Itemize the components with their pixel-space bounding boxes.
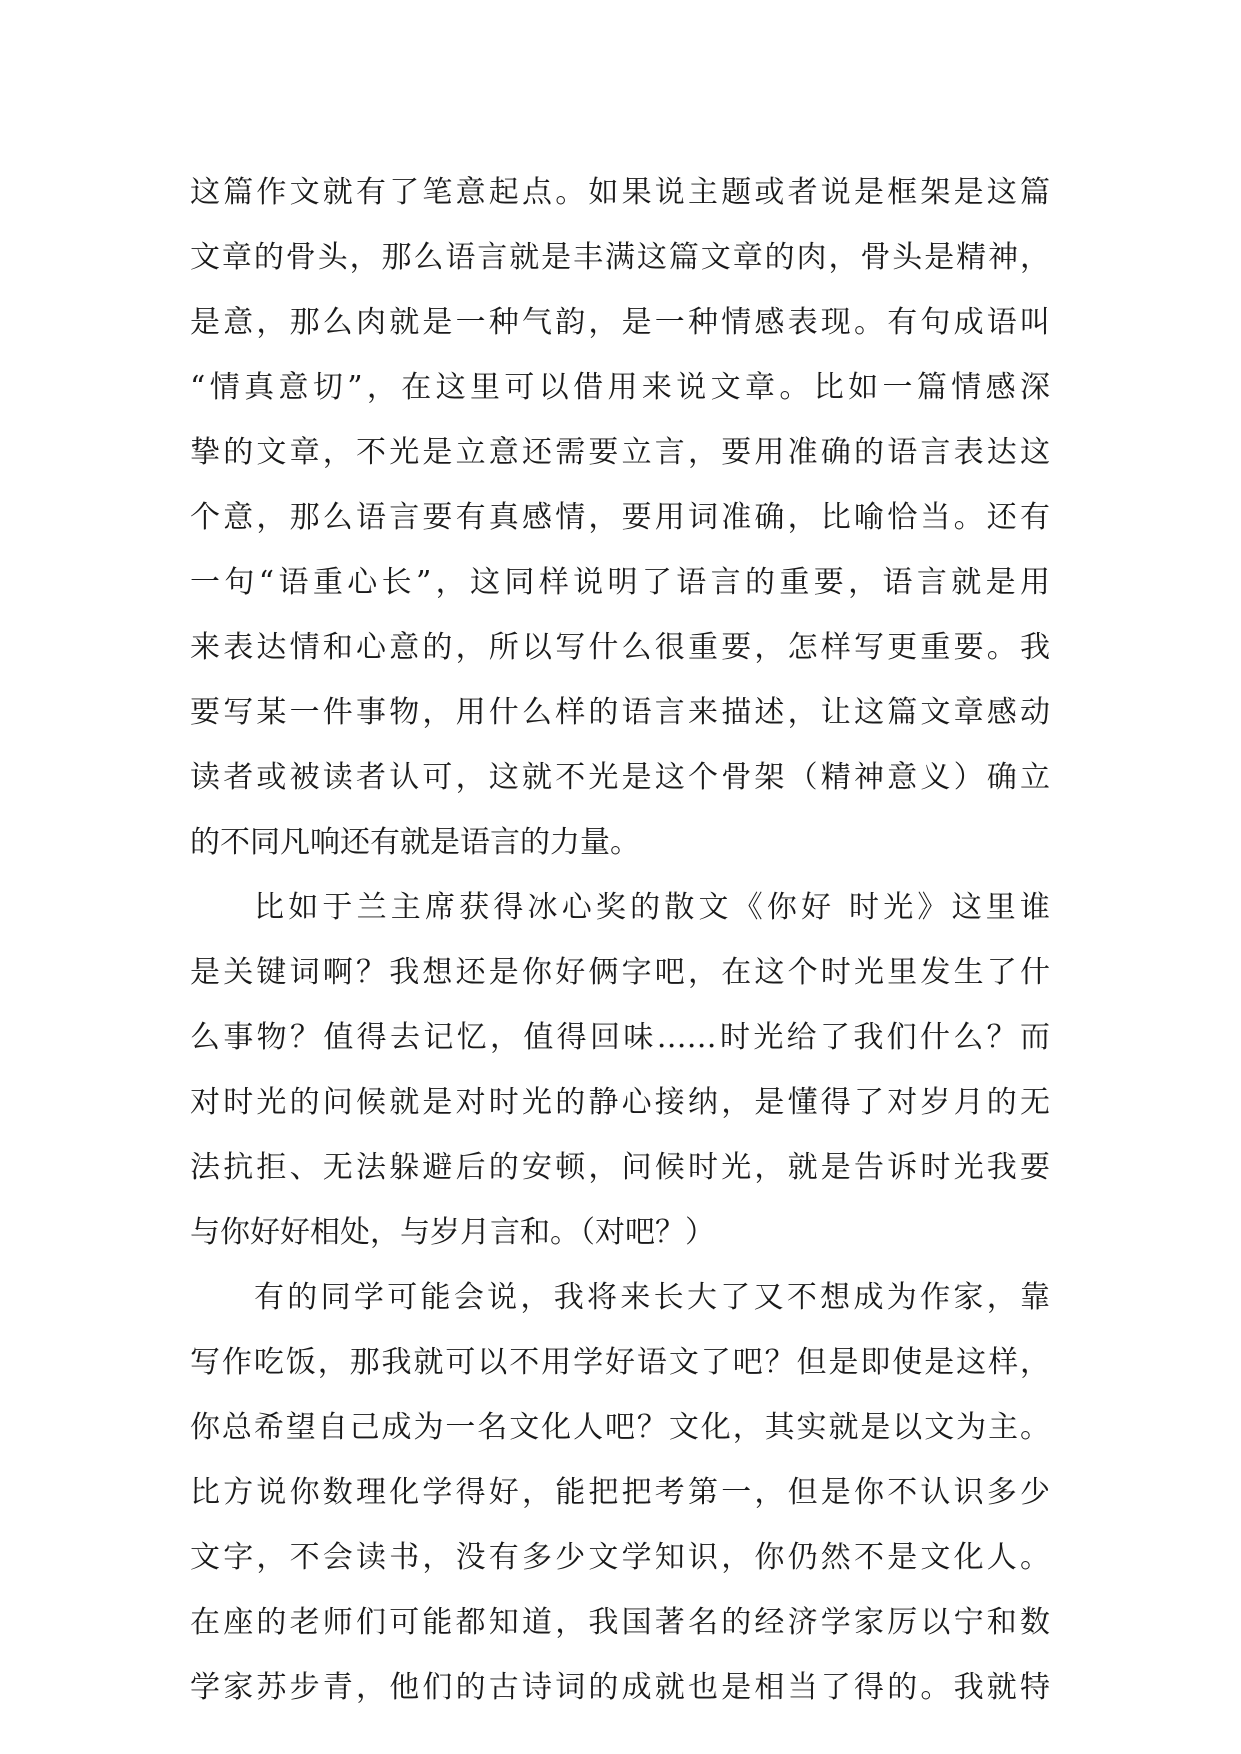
text-line: “情真意切”，在这里可以借用来说文章。比如一篇情感深 [190,370,1050,405]
text-line: 与你好好相处，与岁月言和。（对吧？） [190,1215,715,1250]
text-line: 你总希望自己成为一名文化人吧？文化，其实就是以文为主。 [190,1410,1050,1445]
text-line: 这篇作文就有了笔意起点。如果说主题或者说是框架是这篇 [190,175,1050,210]
text-line: 在座的老师们可能都知道，我国著名的经济学家厉以宁和数 [190,1605,1050,1640]
text-line: 一句“语重心长”，这同样说明了语言的重要，语言就是用 [190,565,1050,600]
text-line: 文章的骨头，那么语言就是丰满这篇文章的肉，骨头是精神， [190,240,1050,275]
text-line: 比如于兰主席获得冰心奖的散文《你好 时光》这里谁 [254,890,1050,925]
text-line: 么事物？值得去记忆，值得回味……时光给了我们什么？而 [190,1020,1050,1055]
text-line: 是关键词啊？我想还是你好俩字吧，在这个时光里发生了什 [190,955,1050,990]
text-line: 挚的文章，不光是立意还需要立言，要用准确的语言表达这 [190,435,1050,470]
text-line: 有的同学可能会说，我将来长大了又不想成为作家，靠 [254,1280,1050,1315]
text-line: 来表达情和心意的，所以写什么很重要，怎样写更重要。我 [190,630,1050,665]
text-line: 要写某一件事物，用什么样的语言来描述，让这篇文章感动 [190,695,1050,730]
text-line: 是意，那么肉就是一种气韵，是一种情感表现。有句成语叫 [190,305,1050,340]
text-line: 法抗拒、无法躲避后的安顿，问候时光，就是告诉时光我要 [190,1150,1050,1185]
text-line: 个意，那么语言要有真感情，要用词准确，比喻恰当。还有 [190,500,1050,535]
body-text [190,160,1050,1720]
text-line: 文字，不会读书，没有多少文学知识，你仍然不是文化人。 [190,1540,1050,1575]
text-line: 读者或被读者认可，这就不光是这个骨架（精神意义）确立 [190,760,1050,795]
text-line: 比方说你数理化学得好，能把把考第一，但是你不认识多少 [190,1475,1050,1510]
text-line: 的不同凡响还有就是语言的力量。 [190,825,640,860]
text-line: 对时光的问候就是对时光的静心接纳，是懂得了对岁月的无 [190,1085,1050,1120]
text-line: 写作吃饭，那我就可以不用学好语文了吧？但是即使是这样， [190,1345,1050,1380]
text-line: 学家苏步青，他们的古诗词的成就也是相当了得的。我就特 [190,1670,1050,1705]
